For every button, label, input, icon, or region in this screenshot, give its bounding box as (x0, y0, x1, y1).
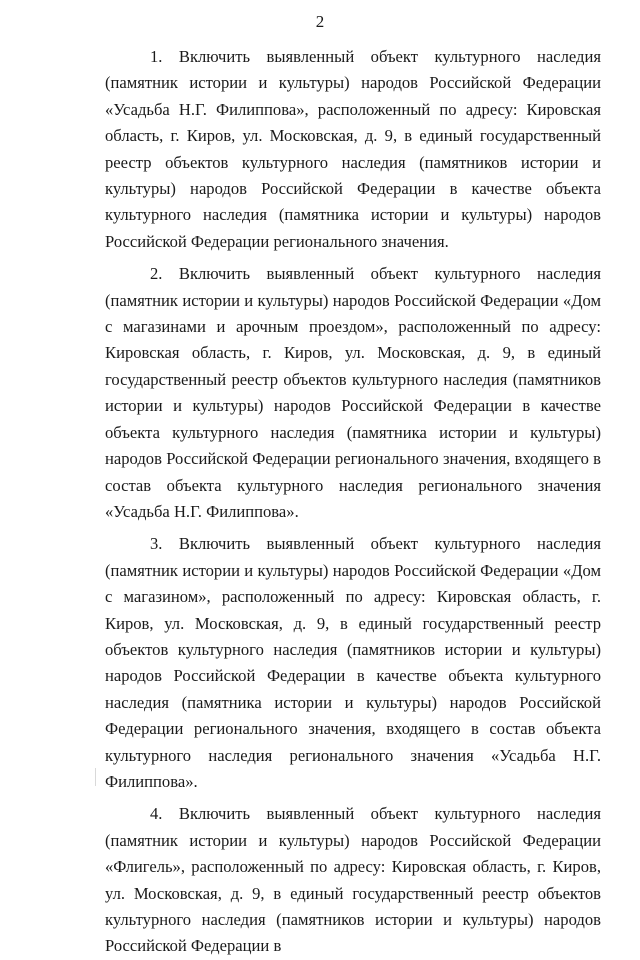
list-item-2: 2. Включить выявленный объект культурного наследия (памятник истории и культуры) народов Российской Федерации «Дом с магазинами и арочным проездом», расположенный по адресу: Кировская область, г. Киров, ул. Московская, д. 9, в единый государственный реестр объектов культурного наследия (памятников истории и культуры) народов Российской Федерации в качестве объекта культурного наследия (памятника истории и культуры) народов Российской Федерации регионального значения, входящего в состав объекта культурного наследия регионального значения «Усадьба Н.Г. Филиппова». (105, 264, 601, 521)
list-item-3: 3. Включить выявленный объект культурного наследия (памятник истории и культуры) народов Российской Федерации «Дом с магазином», расположенный по адресу: Кировская область, г. Киров, ул. Московская, д. 9, в единый государственный реестр объектов культурного наследия (памятников истории и культуры) народов Российской Федерации в качестве объекта культурного наследия (памятника истории и культуры) народов Российской Федерации регионального значения, входящего в состав объекта культурного наследия регионального значения «Усадьба Н.Г. Филиппова». (105, 534, 601, 791)
list-item-1: 1. Включить выявленный объект культурного наследия (памятник истории и культуры) народов Российской Федерации «Усадьба Н.Г. Филиппова», расположенный по адресу: Кировская область, г. Киров, ул. Московская, д. 9, в единый государственный реестр объектов культурного наследия (памятников истории и культуры) народов Российской Федерации в качестве объекта культурного наследия (памятника истории и культуры) народов Российской Федерации регионального значения. (105, 47, 601, 251)
page-number: 2 (315, 12, 325, 31)
scan-margin-mark (95, 768, 96, 786)
list-item-4: 4. Включить выявленный объект культурного наследия (памятник истории и культуры) народов Российской Федерации «Флигель», расположенный по адресу: Кировская область, г. Киров, ул. Московская, д. 9, в единый государственный реестр объектов культурного наследия (памятников истории и культуры) народов Российской Федерации в (105, 804, 601, 956)
document-body (105, 44, 601, 960)
